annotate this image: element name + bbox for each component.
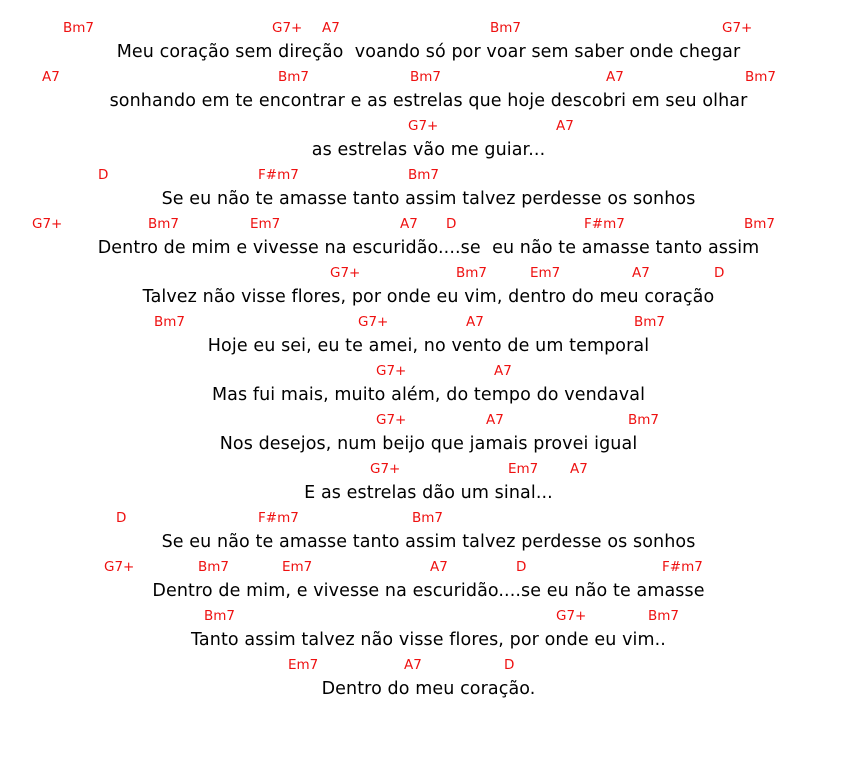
chord-row — [0, 265, 857, 287]
chord-label: F#m7 — [258, 510, 299, 526]
chord-row — [0, 20, 857, 42]
chord-label: D — [714, 265, 725, 281]
chord-label: Bm7 — [408, 167, 440, 183]
chord-lyric-line — [0, 363, 857, 412]
chord-label: A7 — [42, 69, 60, 85]
chord-label: Bm7 — [648, 608, 680, 624]
chord-label: A7 — [322, 20, 340, 36]
chord-label: Bm7 — [490, 20, 522, 36]
chord-label: G7+ — [722, 20, 753, 36]
chord-label: A7 — [466, 314, 484, 330]
chord-row — [0, 657, 857, 679]
chord-label: Bm7 — [198, 559, 230, 575]
lyric-text: Tanto assim talvez não visse flores, por onde eu vim.. — [191, 630, 666, 650]
chord-row — [0, 314, 857, 336]
chord-lyric-line — [0, 20, 857, 69]
lyric-text: E as estrelas dão um sinal... — [304, 483, 553, 503]
chord-label: A7 — [556, 118, 574, 134]
chord-label: Bm7 — [154, 314, 186, 330]
chord-lyric-line — [0, 657, 857, 706]
chord-label: A7 — [632, 265, 650, 281]
chord-label: A7 — [606, 69, 624, 85]
chord-label: Em7 — [530, 265, 561, 281]
chord-label: Bm7 — [204, 608, 236, 624]
chord-label: Bm7 — [412, 510, 444, 526]
chord-label: D — [98, 167, 109, 183]
chord-label: G7+ — [376, 412, 407, 428]
lyric-text: Nos desejos, num beijo que jamais provei igual — [219, 434, 638, 454]
chord-label: Bm7 — [628, 412, 660, 428]
chord-label: Em7 — [250, 216, 281, 232]
chord-label: F#m7 — [584, 216, 625, 232]
chord-label: Bm7 — [456, 265, 488, 281]
lyric-text: Talvez não visse flores, por onde eu vim, dentro do meu coração — [142, 287, 715, 307]
chord-label: G7+ — [556, 608, 587, 624]
lyric-text: Dentro de mim e vivesse na escuridão....se eu não te amasse tanto assim — [97, 238, 760, 258]
chord-lyric-line — [0, 608, 857, 657]
chord-label: Em7 — [508, 461, 539, 477]
chord-row — [0, 363, 857, 385]
chord-label: D — [116, 510, 127, 526]
chord-label: G7+ — [408, 118, 439, 134]
chord-lyric-line — [0, 265, 857, 314]
chord-label: Bm7 — [745, 69, 777, 85]
chord-lyric-line — [0, 216, 857, 265]
chord-label: F#m7 — [258, 167, 299, 183]
chord-label: G7+ — [376, 363, 407, 379]
chord-label: G7+ — [330, 265, 361, 281]
chord-label: A7 — [570, 461, 588, 477]
lyric-text: Se eu não te amasse tanto assim talvez perdesse os sonhos — [161, 189, 696, 209]
chord-label: F#m7 — [662, 559, 703, 575]
lyric-text: Se eu não te amasse tanto assim talvez perdesse os sonhos — [161, 532, 696, 552]
chord-label: A7 — [400, 216, 418, 232]
chord-row — [0, 559, 857, 581]
chord-lyric-line — [0, 559, 857, 608]
chord-label: Bm7 — [63, 20, 95, 36]
chord-label: A7 — [404, 657, 422, 673]
chord-label: G7+ — [358, 314, 389, 330]
chord-label: D — [504, 657, 515, 673]
chord-label: G7+ — [32, 216, 63, 232]
chord-label: D — [516, 559, 527, 575]
chord-label: A7 — [430, 559, 448, 575]
chord-label: Em7 — [288, 657, 319, 673]
chord-row — [0, 118, 857, 140]
chord-label: Em7 — [282, 559, 313, 575]
chord-row — [0, 461, 857, 483]
chord-lyric-line — [0, 118, 857, 167]
lyric-text: Dentro do meu coração. — [321, 679, 536, 699]
chord-label: D — [446, 216, 457, 232]
chord-label: G7+ — [370, 461, 401, 477]
lyric-text: Meu coração sem direção voando só por voar sem saber onde chegar — [116, 42, 741, 62]
chord-label: A7 — [486, 412, 504, 428]
lyric-text: Hoje eu sei, eu te amei, no vento de um temporal — [207, 336, 650, 356]
chord-lyric-line — [0, 167, 857, 216]
lyric-text: Dentro de mim, e vivesse na escuridão....se eu não te amasse — [152, 581, 705, 601]
chord-lyric-line — [0, 461, 857, 510]
lyric-text: as estrelas vão me guiar... — [311, 140, 546, 160]
chord-lyric-line — [0, 314, 857, 363]
chord-label: Bm7 — [744, 216, 776, 232]
chord-lyric-line — [0, 412, 857, 461]
chord-row — [0, 69, 857, 91]
chord-label: G7+ — [104, 559, 135, 575]
lyric-text: Mas fui mais, muito além, do tempo do vendaval — [211, 385, 646, 405]
chord-label: Bm7 — [634, 314, 666, 330]
chord-row — [0, 216, 857, 238]
chord-label: Bm7 — [278, 69, 310, 85]
chord-row — [0, 167, 857, 189]
chord-label: A7 — [494, 363, 512, 379]
chord-label: Bm7 — [410, 69, 442, 85]
lyric-text: sonhando em te encontrar e as estrelas que hoje descobri em seu olhar — [109, 91, 748, 111]
chord-row — [0, 608, 857, 630]
chord-lyric-line — [0, 510, 857, 559]
chord-row — [0, 412, 857, 434]
chord-label: G7+ — [272, 20, 303, 36]
chord-label: Bm7 — [148, 216, 180, 232]
chord-row — [0, 510, 857, 532]
chord-lyric-line — [0, 69, 857, 118]
